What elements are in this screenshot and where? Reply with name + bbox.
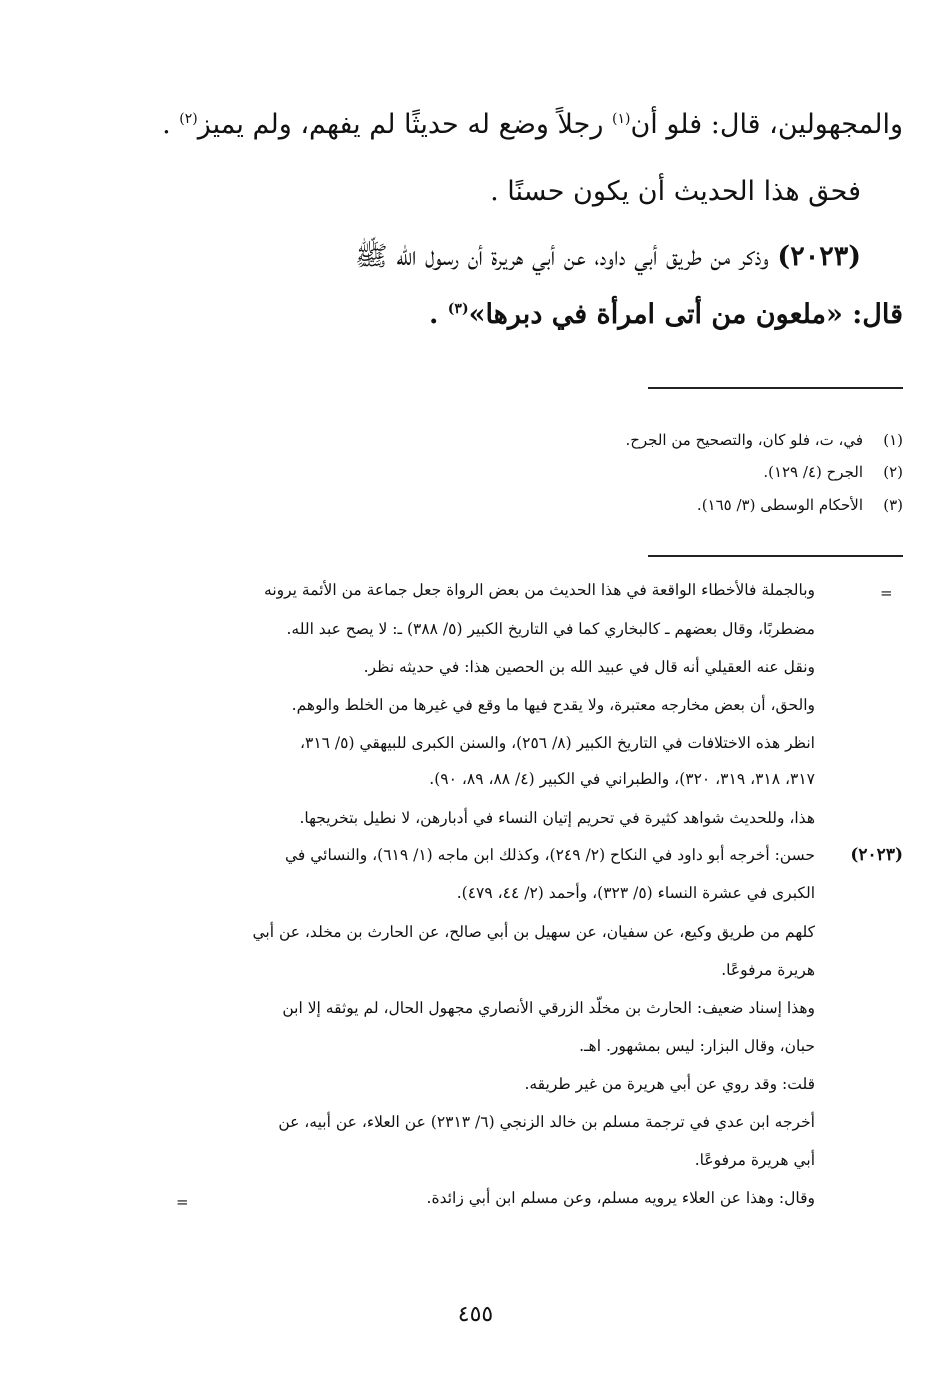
text-segment: . <box>428 299 448 330</box>
footnote-text: الأحكام الوسطى (٣/ ١٦٥). <box>696 496 863 514</box>
footnote-ref-2[interactable]: (٢) <box>179 111 198 127</box>
continuation-marker-end: = <box>176 1193 189 1211</box>
footnote-3 <box>403 494 903 516</box>
note-line: هريرة مرفوعًا. <box>721 961 815 979</box>
continuation-marker-start: = <box>880 584 893 602</box>
notes-hadith-number: (٢٠٢٣) <box>850 845 903 865</box>
footnote-text: الجرح (٤/ ١٢٩). <box>763 463 863 481</box>
note-line: والحق، أن بعض مخارجه معتبرة، ولا يقدح فيها ما وقع في غيرها من الخلط والوهم. <box>291 696 815 714</box>
note-line: كلهم من طريق وكيع، عن سفيان، عن سهيل بن أبي صالح، عن الحارث بن مخلد، عن أبي <box>252 923 815 941</box>
notes-separator <box>648 555 903 557</box>
footnote-number: (١) <box>883 431 903 449</box>
note-line: أبي هريرة مرفوعًا. <box>694 1151 815 1169</box>
footnote-ref-3[interactable]: (٣) <box>447 301 469 317</box>
note-line: وبالجملة فالأخطاء الواقعة في هذا الحديث من بعض الرواة جعل جماعة من الأئمة يرونه <box>264 581 815 599</box>
main-text-line-3 <box>161 240 861 274</box>
footnote-1 <box>403 429 903 451</box>
text-segment: وذكر من طريق أبي داود، عن أبي هريرة أن رسول الله ﷺ <box>355 241 778 272</box>
text-segment: قال: «ملعون من أتى امرأة في دبرها» <box>468 299 903 330</box>
note-line: وقال: وهذا عن العلاء يرويه مسلم، وعن مسلم ابن أبي زائدة. <box>426 1189 815 1207</box>
footnote-text: في، ت، فلو كان، والتصحيح من الجرح. <box>625 431 863 449</box>
note-line: حبان، وقال البزار: ليس بمشهور. اهـ. <box>579 1037 815 1055</box>
footnote-ref-1[interactable]: (١) <box>611 111 631 127</box>
text-segment: رجلاً وضع له حديثًا لم يفهم، ولم يميز <box>197 109 612 140</box>
text-segment: والمجهولين، قال: فلو أن <box>630 109 903 140</box>
footnote-number: (٣) <box>883 496 903 514</box>
note-line: قلت: وقد روي عن أبي هريرة من غير طريقه. <box>524 1075 815 1093</box>
footnote-2 <box>403 461 903 483</box>
hadith-number: (٢٠٢٣) <box>777 241 861 272</box>
note-line: انظر هذه الاختلافات في التاريخ الكبير (٨/ ٢٥٦)، والسنن الكبرى للبيهقي (٥/ ٣١٦، <box>299 734 815 752</box>
note-line: حسن: أخرجه أبو داود في النكاح (٢/ ٢٤٩)، وكذلك ابن ماجه (١/ ٦١٩)، والنسائي في <box>284 846 815 864</box>
note-line: أخرجه ابن عدي في ترجمة مسلم بن خالد الزنجي (٦/ ٢٣١٣) عن العلاء، عن أبيه، عن <box>278 1113 815 1131</box>
footnote-separator <box>648 387 903 389</box>
text-segment: . <box>162 109 180 140</box>
main-text-line-2: فحق هذا الحديث أن يكون حسنًا . <box>490 176 861 207</box>
note-line: ونقل عنه العقيلي أنه قال في عبيد الله بن الحصين هذا: في حديثه نظر. <box>363 658 815 676</box>
page-number: ٤٥٥ <box>457 1302 494 1327</box>
main-text-line-4 <box>203 298 903 332</box>
main-text-line-1 <box>162 108 903 142</box>
note-line: مضطربًا، وقال بعضهم ـ كالبخاري كما في التاريخ الكبير (٥/ ٣٨٨) ـ: لا يصح عبد الله. <box>286 620 815 638</box>
note-line: الكبرى في عشرة النساء (٥/ ٣٢٣)، وأحمد (٢/ ٤٤، ٤٧٩). <box>456 884 815 902</box>
footnote-number: (٢) <box>883 463 903 481</box>
note-line: هذا، وللحديث شواهد كثيرة في تحريم إتيان النساء في أدبارهن، لا نطيل بتخريجها. <box>299 809 815 827</box>
note-line: ٣١٧، ٣١٨، ٣١٩، ٣٢٠)، والطبراني في الكبير (٤/ ٨٨، ٨٩، ٩٠). <box>429 770 815 788</box>
note-line: وهذا إسناد ضعيف: الحارث بن مخلَّد الزرقي الأنصاري مجهول الحال، لم يوثقه إلا ابن <box>282 999 815 1017</box>
